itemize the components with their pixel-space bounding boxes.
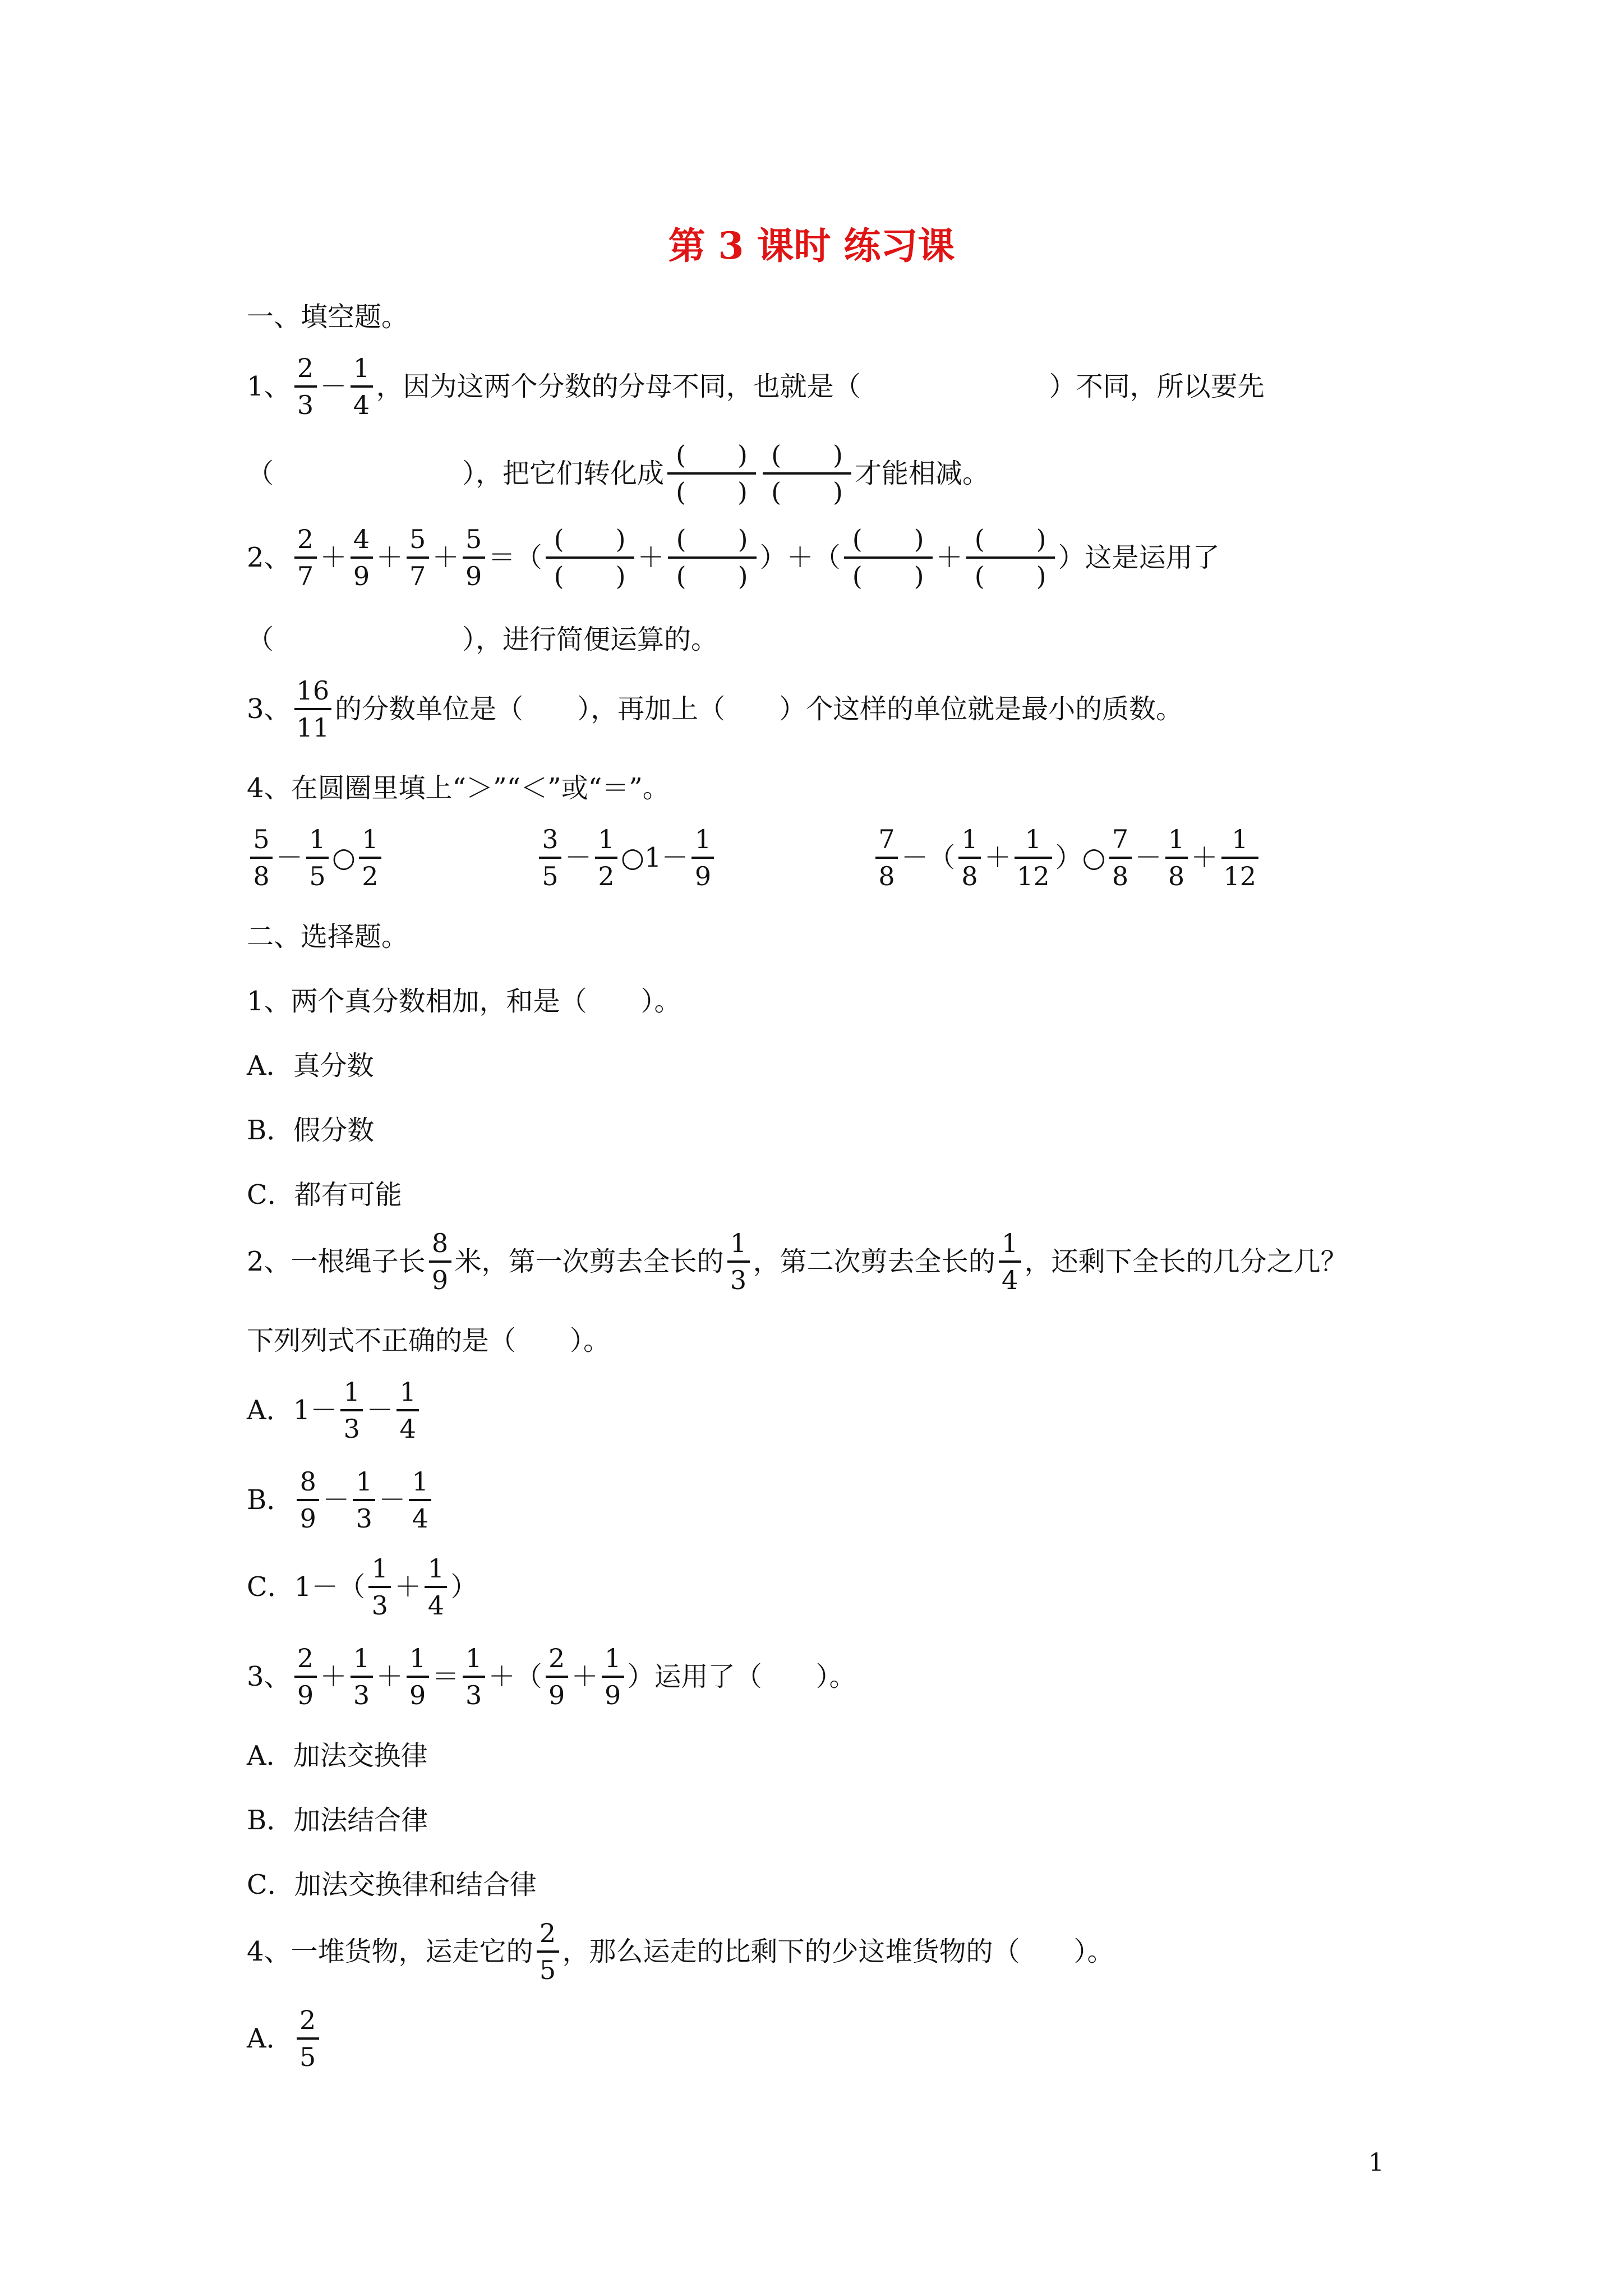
q2-line2: （ ），进行简便运算的。 — [247, 624, 718, 655]
s2-q1-option-c[interactable]: C．都有可能 — [247, 1179, 402, 1211]
s2-q3-option-b[interactable]: B．加法结合律 — [247, 1805, 428, 1836]
section1-heading: 一、填空题。 — [247, 301, 409, 333]
fraction: $\frac{2}{3}$ — [294, 351, 317, 422]
s2-q3-option-a[interactable]: A．加法交换律 — [247, 1740, 428, 1772]
fraction: $\frac{1}{4}$ — [351, 351, 373, 422]
s2-q2-option-a[interactable]: A．1－ $\frac{1}{3}$ － $\frac{1}{4}$ — [247, 1374, 422, 1446]
s2-q2-line2: 下列列式不正确的是（ ）。 — [247, 1325, 611, 1356]
section2-heading: 二、选择题。 — [247, 921, 409, 953]
s2-q1-option-b[interactable]: B．假分数 — [247, 1115, 375, 1146]
s2-q2-option-b[interactable]: B． $\frac{8}{9}$ － $\frac{1}{3}$ － $\frac{1}{4}$ — [247, 1464, 435, 1536]
q4-expr2: $\frac{3}{5}$ － $\frac{1}{2}$ ○1－ $\frac{1}{9}$ — [536, 822, 717, 894]
q4-heading: 4、在圆圈里填上“＞”“＜”或“＝”。 — [247, 772, 670, 804]
compare-circle[interactable]: ○ — [621, 842, 644, 873]
page-number: 1 — [1368, 2148, 1384, 2177]
s2-q3: 3、 $\frac{2}{9}$ ＋ $\frac{1}{3}$ ＋ $\frac{1}{9}$ ＝ $\frac{1}{3}$ ＋（ $\frac{2}{9}$ ＋ $\frac{1}{9}$ ）运用了（ ）。 — [247, 1643, 856, 1710]
s2-q2-line1: 2、一根绳子长 $\frac{8}{9}$ 米，第一次剪去全长的 $\frac{1}{3}$ ，第二次剪去全长的 $\frac{1}{4}$ ，还剩下全长的几分之几？ — [247, 1228, 1348, 1295]
s2-q2-option-c[interactable]: C．1－（ $\frac{1}{3}$ ＋ $\frac{1}{4}$ ） — [247, 1553, 478, 1621]
blank-fraction: $\frac{( )}{( )}$ — [667, 438, 756, 509]
s2-q3-option-c[interactable]: C．加法交换律和结合律 — [247, 1869, 537, 1901]
q4-expr3: $\frac{7}{8}$ －（ $\frac{1}{8}$ ＋ $\frac{1}{12}$ ）○ $\frac{7}{8}$ － $\frac{1}{8}$ ＋ $\frac{1}{12}$ — [872, 822, 1262, 894]
s2-q1: 1、两个真分数相加，和是（ ）。 — [247, 986, 681, 1017]
blank-fraction: $\frac{( )}{( )}$ — [763, 438, 851, 509]
s2-q4: 4、一堆货物，运走它的 $\frac{2}{5}$ ，那么运走的比剩下的少这堆货物的（ ）。 — [247, 1918, 1114, 1985]
q1-line2: （ ），把它们转化成 $\frac{( )}{( )}$ $\frac{( )}{( )}$ 才能相减。 — [247, 438, 989, 509]
q3: 3、 $\frac{16}{11}$ 的分数单位是（ ），再加上（ ）个这样的单位就是最小的质数。 — [247, 675, 1183, 743]
s2-q4-option-a[interactable]: A． $\frac{2}{5}$ — [247, 2003, 322, 2074]
q1-line1: 1、 $\frac{2}{3}$ － $\frac{1}{4}$ ，因为这两个分数的分母不同，也就是（ ）不同，所以要先 — [247, 351, 1265, 422]
page-title: 第 3 课时 练习课 — [668, 224, 955, 268]
q2-line1: 2、 $\frac{2}{7}$ ＋ $\frac{4}{9}$ ＋ $\frac{5}{7}$ ＋ $\frac{5}{9}$ ＝（ $\frac{( )}{( )}$ ＋ $\frac{( )}{( )}$ ）＋（ $\frac{( )}{( )}$ ＋ $\frac{( )}{( )}$ ）这是运用了 — [247, 524, 1220, 591]
q4-expr1: $\frac{5}{8}$ － $\frac{1}{5}$ ○ $\frac{1}{2}$ — [247, 822, 385, 894]
s2-q1-option-a[interactable]: A．真分数 — [247, 1050, 374, 1082]
compare-circle[interactable]: ○ — [332, 842, 356, 873]
compare-circle[interactable]: ○ — [1082, 842, 1106, 873]
